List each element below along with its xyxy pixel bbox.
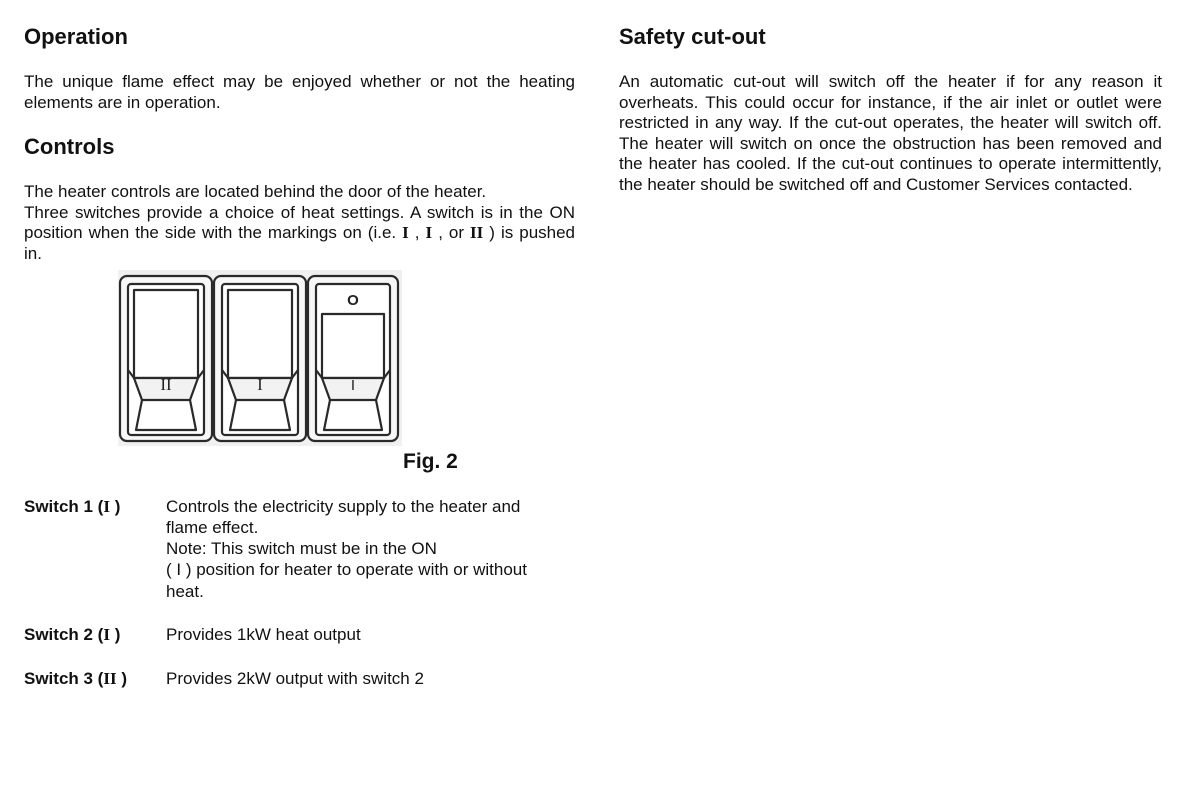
controls-text bbox=[24, 182, 575, 264]
switch-1-label: Switch 1 (I ) bbox=[24, 497, 121, 516]
operation-text: The unique flame effect may be enjoyed whether or not the heating elements are in operation. bbox=[24, 72, 575, 112]
switch-mark-2: II bbox=[160, 375, 172, 394]
rocker-switch-1kw bbox=[214, 276, 306, 441]
switch-mark-off: O bbox=[347, 292, 359, 309]
switch-3-label: Switch 3 (II ) bbox=[24, 669, 127, 688]
controls-line-2: Three switches provide a choice of heat settings. A switch is in the ON position when the side with the markings on (i.e. I , I , or II ) is pushed in. bbox=[24, 202, 576, 263]
switch-mark-1: I bbox=[257, 375, 263, 394]
controls-heading: Controls bbox=[24, 134, 115, 159]
rocker-switch-2kw bbox=[120, 276, 212, 441]
switch-1-description bbox=[166, 497, 566, 603]
switch-1-note: Note: This switch must be in the ON bbox=[166, 539, 437, 558]
controls-line-1: The heater controls are located behind the door of the heater. bbox=[24, 182, 487, 201]
switch-3-description: Provides 2kW output with switch 2 bbox=[166, 669, 424, 688]
figure-caption: Fig. 2 bbox=[403, 450, 458, 473]
operation-heading: Operation bbox=[24, 24, 128, 49]
switch-1-note-cont: ( I ) position for heater to operate with or without bbox=[166, 559, 527, 579]
switch-panel-figure bbox=[118, 270, 402, 446]
switch-2-description: Provides 1kW heat output bbox=[166, 625, 361, 644]
switch-1-desc-line: Controls the electricity supply to the heater and flame effect. bbox=[166, 497, 521, 537]
safety-heading: Safety cut-out bbox=[619, 24, 766, 49]
switch-1-note-end: heat. bbox=[166, 582, 204, 601]
safety-text: An automatic cut-out will switch off the heater if for any reason it overheats. This could occur for instance, if the air inlet or outlet were restricted in any way. If the cut-out operates, the heater will switch off. The heater will switch on once the obstruction has been removed and the heater has cooled. If the cut-out continues to operate intermittently, the heater should be switched off and Customer Services contacted. bbox=[619, 72, 1162, 194]
switch-2-label: Switch 2 (I ) bbox=[24, 625, 121, 644]
switch-mark-on: I bbox=[350, 377, 356, 394]
